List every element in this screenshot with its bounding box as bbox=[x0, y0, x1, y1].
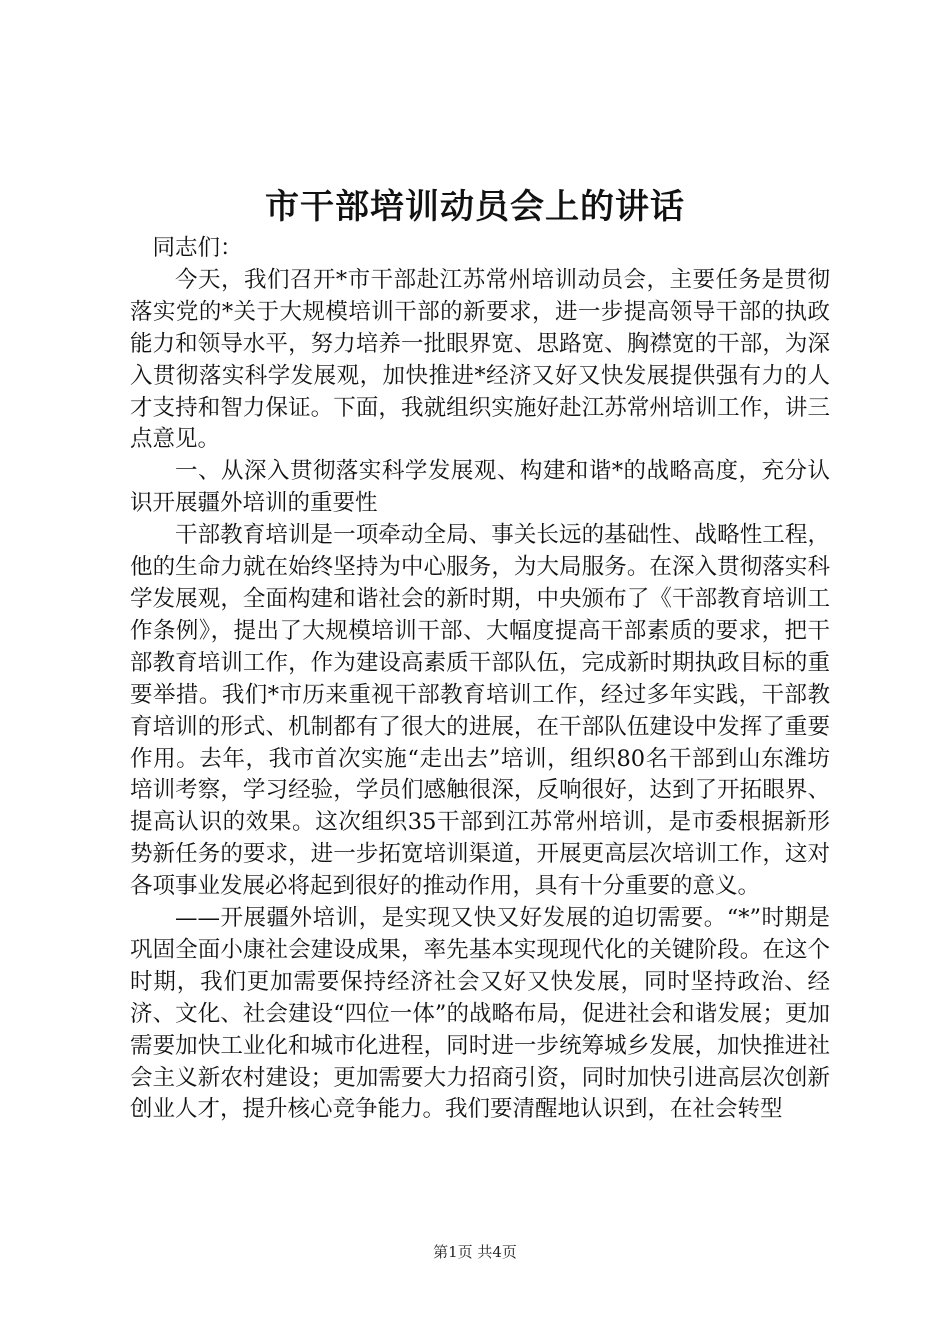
salutation: 同志们： bbox=[152, 235, 243, 261]
page-indicator: 第1页 共4页 bbox=[433, 1243, 517, 1261]
paragraph-intro: 今天，我们召开*市干部赴江苏常州培训动员会，主要任务是贯彻落实党的*关于大规模培训干部的新要求，进一步提高领导干部的执政能力和领导水平，努力培养一批眼界宽、思路宽、胸襟宽的干部，为深入贯彻落实科学发展观，加快推进*经济又好又快发展提供强有力的人才支持和智力保证。下面，我就组织实施好赴江苏常州培训工作，讲三点意见。 bbox=[130, 266, 830, 453]
paragraph-development-need: ——开展疆外培训，是实现又快又好发展的迫切需要。“*”时期是巩固全面小康社会建设成果，率先基本实现现代化的关键阶段。在这个时期，我们更加需要保持经济社会又好又快发展，同时坚持政治、经济、文化、社会建设“四位一体”的战略布局，促进社会和谐发展；更加需要加快工业化和城市化进程，同时进一步统筹城乡发展，加快推进社会主义新农村建设；更加需要大力招商引资，同时加快引进高层次创新创业人才，提升核心竞争能力。我们要清醒地认识到，在社会转型 bbox=[130, 905, 830, 1123]
document-body bbox=[130, 233, 830, 1126]
section-heading-1: 一、从深入贯彻落实科学发展观、构建和谐*的战略高度，充分认识开展疆外培训的重要性 bbox=[130, 458, 830, 517]
document-title: 市干部培训动员会上的讲话 bbox=[265, 187, 685, 227]
paragraph-training-significance: 干部教育培训是一项牵动全局、事关长远的基础性、战略性工程，他的生命力就在始终坚持为中心服务，为大局服务。在深入贯彻落实科学发展观，全面构建和谐社会的新时期，中央颁布了《干部教育培训工作条例》，提出了大规模培训干部、大幅度提高干部素质的要求，把干部教育培训工作，作为建设高素质干部队伍，完成新时期执政目标的重要举措。我们*市历来重视干部教育培训工作，经过多年实践，干部教育培训的形式、机制都有了很大的进展，在干部队伍建设中发挥了重要作用。去年，我市首次实施“走出去”培训，组织80名干部到山东潍坊培训考察，学习经验，学员们感触很深，反响很好，达到了开拓眼界、提高认识的效果。这次组织35干部到江苏常州培训，是市委根据新形势新任务的要求，进一步拓宽培训渠道，开展更高层次培训工作，这对各项事业发展必将起到很好的推动作用，具有十分重要的意义。 bbox=[130, 522, 830, 900]
